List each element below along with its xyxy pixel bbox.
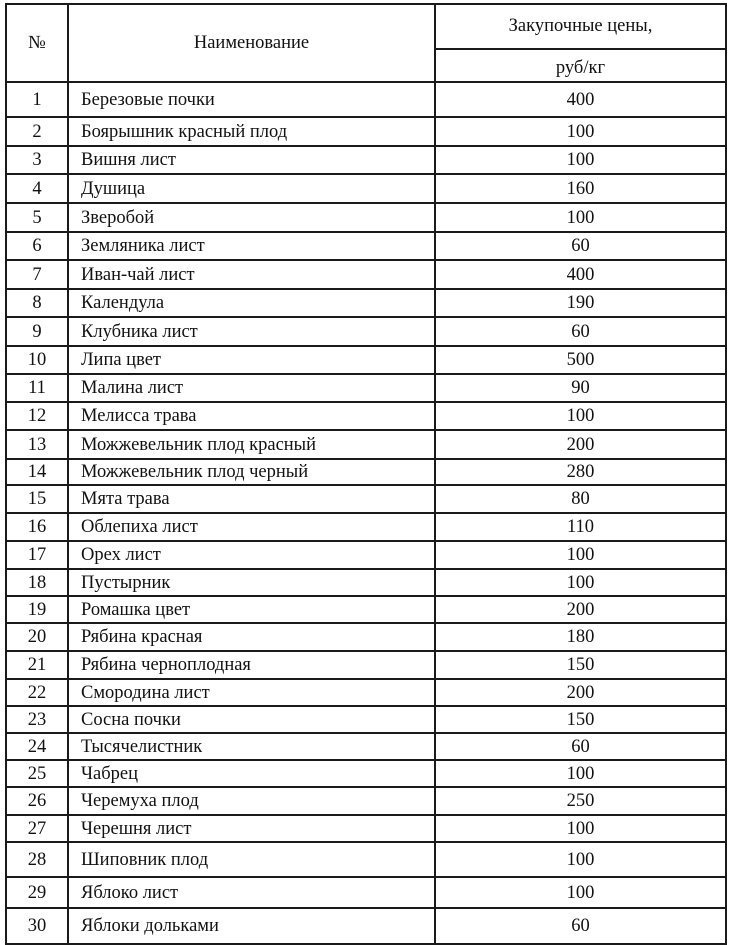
row-number: 10 (6, 346, 68, 374)
row-price: 280 (435, 459, 726, 485)
row-number: 9 (6, 317, 68, 346)
row-price: 100 (435, 146, 726, 174)
row-name: Черешня лист (68, 815, 435, 842)
table-row (6, 679, 726, 706)
row-number: 2 (6, 117, 68, 146)
row-number: 21 (6, 651, 68, 679)
row-number: 25 (6, 760, 68, 787)
table-row (6, 117, 726, 146)
row-name: Календула (68, 289, 435, 317)
row-price: 400 (435, 82, 726, 117)
table-row (6, 706, 726, 733)
row-name: Иван-чай лист (68, 260, 435, 289)
row-number: 17 (6, 541, 68, 569)
table-row (6, 842, 726, 877)
row-name: Ромашка цвет (68, 596, 435, 623)
row-price: 80 (435, 485, 726, 513)
price-table (5, 3, 727, 945)
row-price: 250 (435, 787, 726, 815)
row-price: 100 (435, 842, 726, 877)
row-price: 200 (435, 430, 726, 459)
row-number: 29 (6, 877, 68, 908)
row-name: Земляника лист (68, 232, 435, 260)
row-name: Вишня лист (68, 146, 435, 174)
row-name: Тысячелистник (68, 733, 435, 760)
row-number: 28 (6, 842, 68, 877)
table-row (6, 541, 726, 569)
row-number: 15 (6, 485, 68, 513)
row-name: Чабрец (68, 760, 435, 787)
row-price: 150 (435, 651, 726, 679)
row-price: 110 (435, 513, 726, 541)
table-row (6, 787, 726, 815)
row-number: 24 (6, 733, 68, 760)
row-number: 16 (6, 513, 68, 541)
row-number: 19 (6, 596, 68, 623)
row-number: 7 (6, 260, 68, 289)
row-number: 5 (6, 203, 68, 232)
row-name: Можжевельник плод красный (68, 430, 435, 459)
row-name: Яблоки дольками (68, 908, 435, 944)
row-number: 4 (6, 174, 68, 203)
row-price: 100 (435, 402, 726, 430)
row-price: 100 (435, 760, 726, 787)
row-name: Липа цвет (68, 346, 435, 374)
row-number: 12 (6, 402, 68, 430)
row-name: Рябина красная (68, 623, 435, 651)
table-row (6, 82, 726, 117)
table-row (6, 651, 726, 679)
table-row (6, 260, 726, 289)
header-name: Наименование (68, 4, 435, 82)
header-price-line2: руб/кг (435, 49, 726, 82)
table-row (6, 402, 726, 430)
table-row (6, 623, 726, 651)
table-row (6, 430, 726, 459)
row-price: 60 (435, 232, 726, 260)
row-number: 11 (6, 374, 68, 402)
table-row (6, 877, 726, 908)
row-number: 3 (6, 146, 68, 174)
row-name: Душица (68, 174, 435, 203)
row-price: 160 (435, 174, 726, 203)
header-row (6, 4, 726, 49)
table-row (6, 146, 726, 174)
table-row (6, 459, 726, 485)
row-price: 100 (435, 203, 726, 232)
row-number: 26 (6, 787, 68, 815)
row-price: 190 (435, 289, 726, 317)
row-name: Мята трава (68, 485, 435, 513)
table-row (6, 815, 726, 842)
table-row (6, 203, 726, 232)
row-price: 100 (435, 117, 726, 146)
row-price: 150 (435, 706, 726, 733)
row-price: 90 (435, 374, 726, 402)
table-row (6, 596, 726, 623)
row-name: Смородина лист (68, 679, 435, 706)
row-price: 180 (435, 623, 726, 651)
row-price: 200 (435, 596, 726, 623)
row-number: 30 (6, 908, 68, 944)
row-price: 60 (435, 317, 726, 346)
row-price: 100 (435, 877, 726, 908)
row-number: 23 (6, 706, 68, 733)
table-row (6, 513, 726, 541)
table-row (6, 760, 726, 787)
row-number: 22 (6, 679, 68, 706)
table-row (6, 733, 726, 760)
table-row (6, 569, 726, 596)
row-name: Мелисса трава (68, 402, 435, 430)
row-price: 100 (435, 569, 726, 596)
row-number: 1 (6, 82, 68, 117)
row-name: Шиповник плод (68, 842, 435, 877)
table-body (6, 82, 726, 944)
row-name: Сосна почки (68, 706, 435, 733)
row-name: Черемуха плод (68, 787, 435, 815)
row-price: 200 (435, 679, 726, 706)
row-price: 400 (435, 260, 726, 289)
header-number: № (6, 4, 68, 82)
row-number: 8 (6, 289, 68, 317)
row-name: Зверобой (68, 203, 435, 232)
table-row (6, 289, 726, 317)
table-row (6, 374, 726, 402)
row-number: 14 (6, 459, 68, 485)
row-name: Рябина черноплодная (68, 651, 435, 679)
row-name: Малина лист (68, 374, 435, 402)
row-name: Облепиха лист (68, 513, 435, 541)
table-row (6, 317, 726, 346)
table-row (6, 485, 726, 513)
header-price-line1: Закупочные цены, (435, 4, 726, 49)
row-name: Березовые почки (68, 82, 435, 117)
row-price: 500 (435, 346, 726, 374)
row-name: Боярышник красный плод (68, 117, 435, 146)
row-number: 27 (6, 815, 68, 842)
table-row (6, 174, 726, 203)
row-name: Можжевельник плод черный (68, 459, 435, 485)
row-price: 100 (435, 541, 726, 569)
row-number: 18 (6, 569, 68, 596)
row-name: Орех лист (68, 541, 435, 569)
row-name: Клубника лист (68, 317, 435, 346)
row-name: Яблоко лист (68, 877, 435, 908)
row-name: Пустырник (68, 569, 435, 596)
row-price: 60 (435, 908, 726, 944)
row-price: 100 (435, 815, 726, 842)
row-number: 6 (6, 232, 68, 260)
row-number: 13 (6, 430, 68, 459)
table-row (6, 346, 726, 374)
row-price: 60 (435, 733, 726, 760)
row-number: 20 (6, 623, 68, 651)
table-row (6, 908, 726, 944)
table-row (6, 232, 726, 260)
